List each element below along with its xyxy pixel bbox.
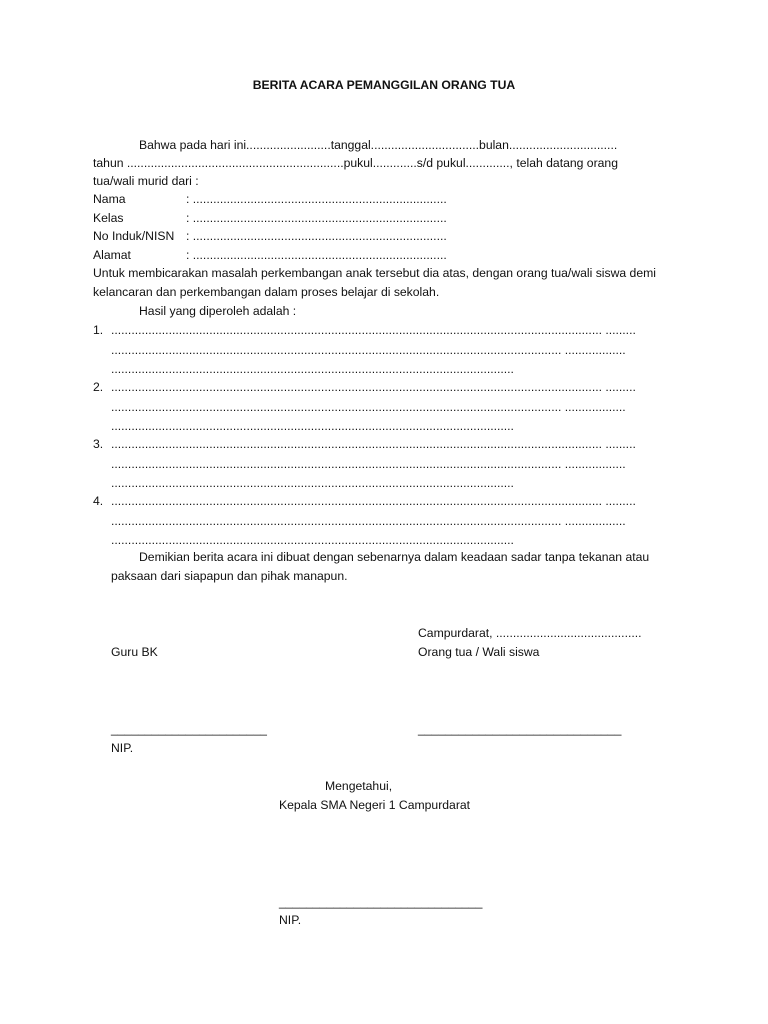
field-label-nama: Nama (93, 192, 126, 206)
left-signer-role: Guru BK (111, 645, 158, 659)
item-number: 3. (93, 437, 104, 451)
principal-nip: NIP. (279, 913, 302, 927)
document-title: BERITA ACARA PEMANGGILAN ORANG TUA (252, 78, 516, 92)
field-value-alamat: : ........................................................................... (186, 248, 447, 262)
item-line: ..................................................................................................................................... .................. (111, 400, 626, 414)
item-line: ..................................................................................................................................... .................. (111, 514, 626, 528)
field-value-nama: : ........................................................................... (186, 192, 447, 206)
intro-line-3: tua/wali murid dari : (93, 174, 199, 188)
right-signature-line: ______________________________ (418, 722, 622, 736)
field-value-kelas: : ........................................................................... (186, 211, 447, 225)
item-line: ................................................................................................................................................. ......... (111, 437, 636, 451)
field-value-nisn: : ........................................................................... (186, 229, 447, 243)
item-line: ....................................................................................................................... (111, 476, 514, 490)
left-nip: NIP. (111, 741, 134, 755)
item-line: ....................................................................................................................... (111, 362, 514, 376)
right-signer-role: Orang tua / Wali siswa (418, 645, 540, 659)
item-line: ................................................................................................................................................. ......... (111, 494, 636, 508)
purpose-line-2: kelancaran dan perkembangan dalam proses belajar di sekolah. (93, 285, 440, 299)
item-line: ....................................................................................................................... (111, 419, 514, 433)
results-heading: Hasil yang diperoleh adalah : (139, 304, 297, 318)
intro-line-2: tahun ................................................................pukul.............s/d pukul............., telah datang orang (93, 156, 618, 170)
intro-line-1: Bahwa pada hari ini.........................tanggal................................bulan................................ (139, 138, 618, 152)
item-line: ................................................................................................................................................. ......... (111, 323, 636, 337)
item-line: ..................................................................................................................................... .................. (111, 343, 626, 357)
item-line: ................................................................................................................................................. ......... (111, 380, 636, 394)
principal-signature-line: ______________________________ (279, 895, 483, 909)
field-label-kelas: Kelas (93, 211, 124, 225)
item-number: 1. (93, 323, 104, 337)
field-label-nisn: No Induk/NISN (93, 229, 175, 243)
item-line: ..................................................................................................................................... .................. (111, 457, 626, 471)
principal-role: Kepala SMA Negeri 1 Campurdarat (279, 798, 471, 812)
item-number: 4. (93, 494, 104, 508)
closing-line-2: paksaan dari siapapun dan pihak manapun. (111, 569, 348, 583)
place-date: Campurdarat, ........................................... (418, 626, 642, 640)
acknowledged-label: Mengetahui, (325, 779, 393, 793)
purpose-line-1: Untuk membicarakan masalah perkembangan anak tersebut dia atas, dengan orang tua/wali siswa demi (93, 266, 656, 280)
closing-line-1: Demikian berita acara ini dibuat dengan sebenarnya dalam keadaan sadar tanpa tekanan atau (139, 550, 650, 564)
item-number: 2. (93, 380, 104, 394)
field-label-alamat: Alamat (93, 248, 131, 262)
left-signature-line: _______________________ (111, 722, 267, 736)
item-line: ....................................................................................................................... (111, 533, 514, 547)
